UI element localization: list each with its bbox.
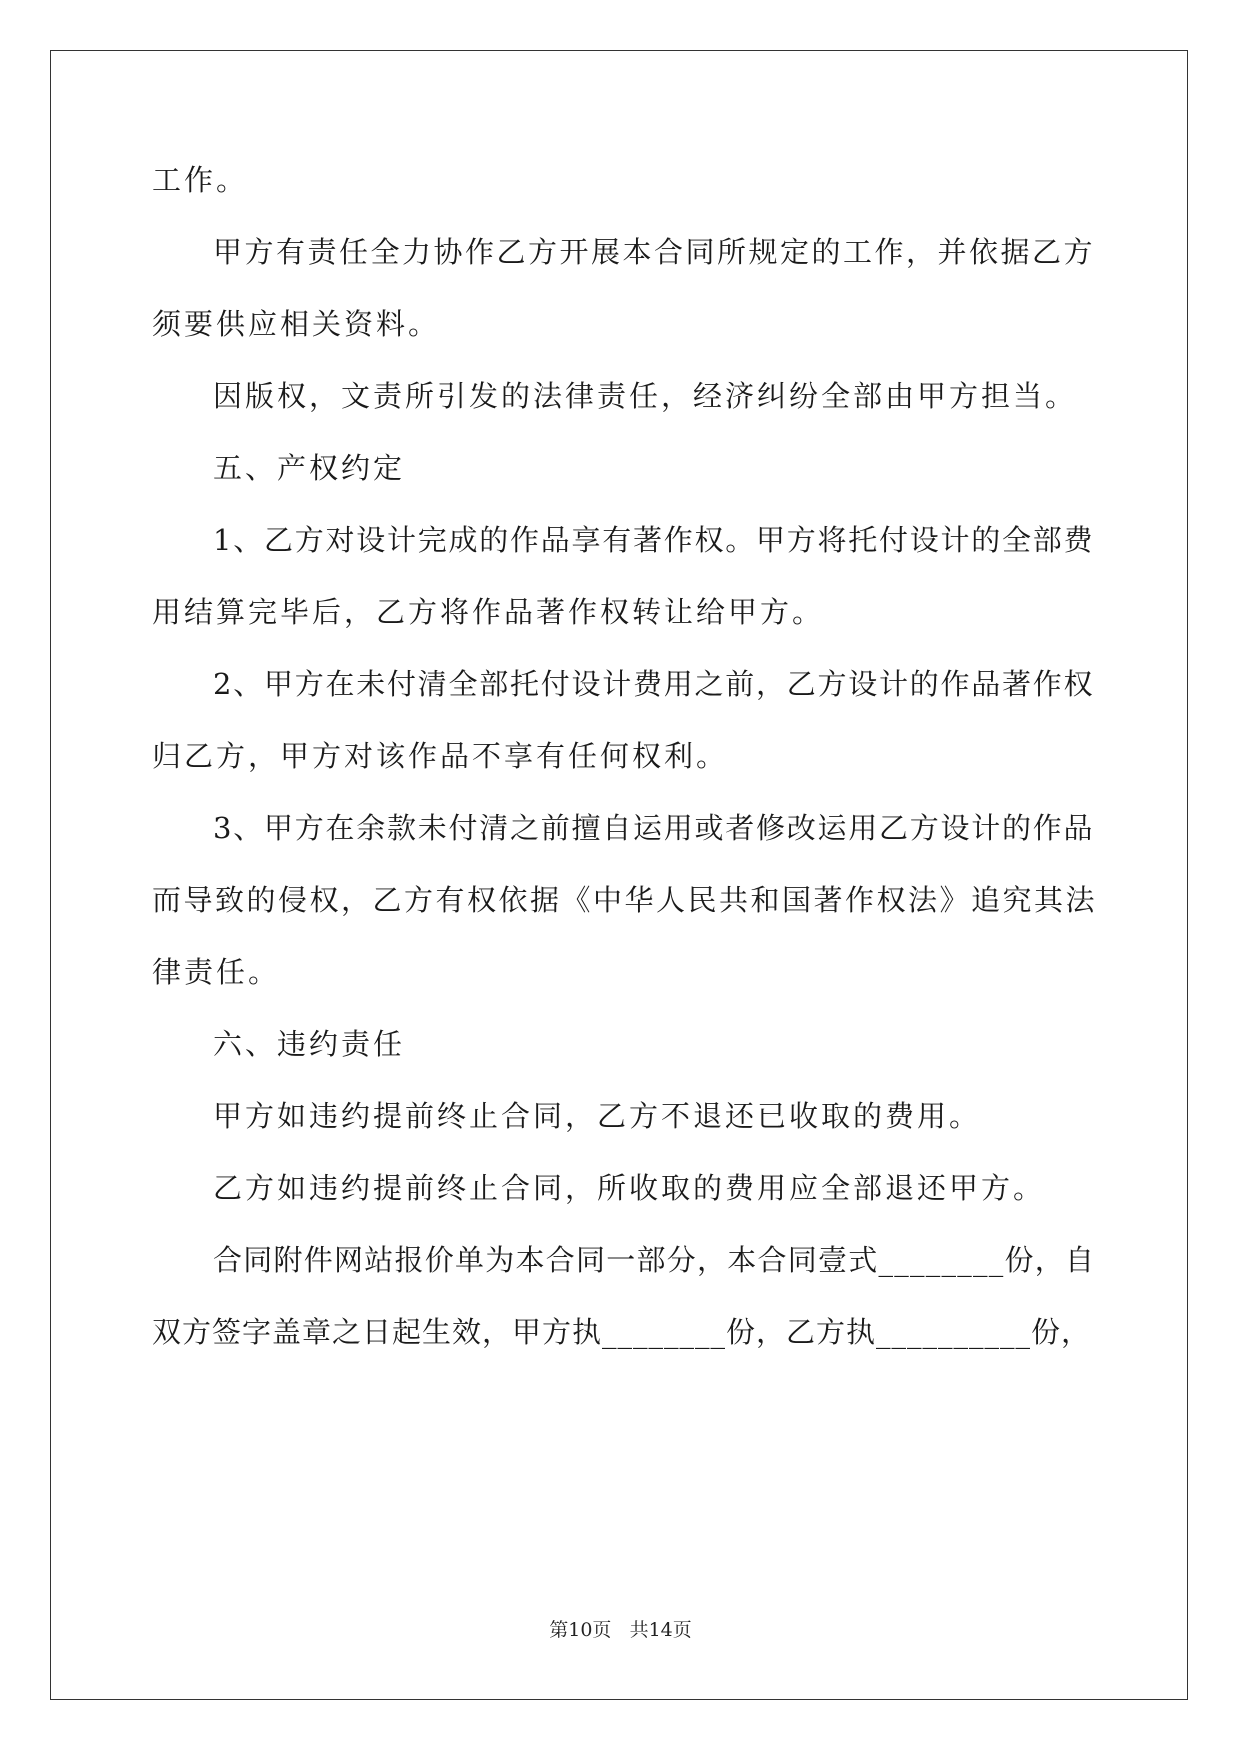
text-line: 因版权，文责所引发的法律责任，经济纠纷全部由甲方担当。 bbox=[213, 379, 1078, 413]
page-total: 共14页 bbox=[629, 1619, 692, 1641]
text-line: 2、甲方在未付清全部托付设计费用之前，乙方设计的作品著作权 bbox=[213, 667, 1095, 701]
text-line: 而导致的侵权，乙方有权依据《中华人民共和国著作权法》追究其法 bbox=[152, 883, 1098, 917]
text-line: 1、乙方对设计完成的作品享有著作权。甲方将托付设计的全部费 bbox=[213, 523, 1095, 557]
section-heading: 五、产权约定 bbox=[213, 451, 406, 485]
page-number: 第10页 bbox=[549, 1619, 612, 1641]
text-line: 双方签字盖章之日起生效，甲方执________份，乙方执__________份， bbox=[152, 1315, 1092, 1349]
text-line: 乙方如违约提前终止合同，所收取的费用应全部退还甲方。 bbox=[213, 1171, 1046, 1205]
text-line: 甲方如违约提前终止合同，乙方不退还已收取的费用。 bbox=[213, 1099, 982, 1133]
text-line: 甲方有责任全力协作乙方开展本合同所规定的工作，并依据乙方 bbox=[213, 235, 1096, 269]
text-line: 3、甲方在余款未付清之前擅自运用或者修改运用乙方设计的作品 bbox=[213, 811, 1095, 845]
text-line: 须要供应相关资料。 bbox=[152, 307, 441, 341]
text-line: 工作。 bbox=[152, 163, 249, 197]
page-footer bbox=[0, 1618, 1241, 1642]
text-line: 用结算完毕后，乙方将作品著作权转让给甲方。 bbox=[152, 595, 825, 629]
text-line: 归乙方，甲方对该作品不享有任何权利。 bbox=[152, 739, 729, 773]
section-heading: 六、违约责任 bbox=[213, 1027, 406, 1061]
page-border bbox=[50, 50, 1188, 1700]
text-line: 律责任。 bbox=[152, 955, 281, 989]
text-line: 合同附件网站报价单为本合同一部分，本合同壹式________份，自 bbox=[213, 1243, 1096, 1277]
